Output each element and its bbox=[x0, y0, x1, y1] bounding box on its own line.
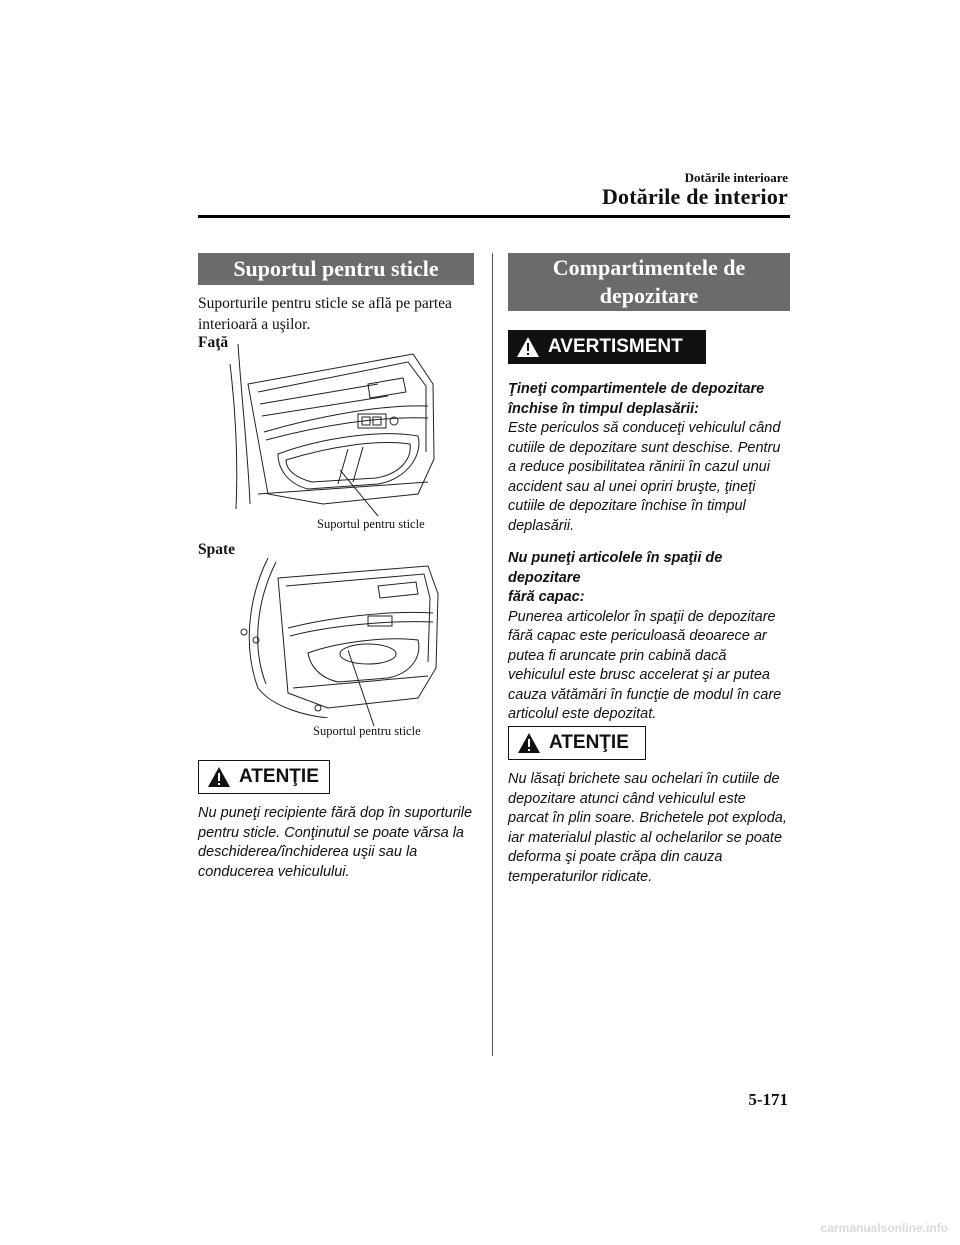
front-caption: Suportul pentru sticle bbox=[317, 517, 425, 531]
warning-triangle-icon bbox=[517, 732, 541, 754]
front-door-illustration bbox=[228, 344, 440, 514]
warning-block-2: Nu puneţi articolele în spaţii de depozitare fără capac: Punerea articolelor în spaţii de depozitare fără capac este periculoasă deoarece ar putea fi aruncate prin cabină dacă vehiculul este brusc accelerat şi ar putea cauza vătămări în funcţie de modul în care articolul este depozitat. bbox=[508, 550, 782, 722]
page-number: 5-171 bbox=[748, 1090, 788, 1109]
caution-badge-left: ATENŢIE bbox=[198, 760, 330, 794]
caution-text-right: Nu lăsaţi brichete sau ochelari în cutiile de depozitare atunci când vehiculul este parcat în plin soare. Brichetele pot exploda, iar materialul plastic al ochelarilor se poate deforma şi poate crăpa din cauza temperaturilor ridicate. bbox=[508, 771, 787, 885]
caution-text-left: Nu puneţi recipiente fără dop în suporturile pentru sticle. Conţinutul se poate vărsa la deschiderea/închiderea uşii sau la conducerea vehiculului. bbox=[198, 805, 473, 880]
front-leader-line bbox=[340, 470, 380, 520]
warning-triangle-icon bbox=[207, 766, 231, 788]
section-title-bottle-holder: Suportul pentru sticle bbox=[198, 253, 474, 285]
intro-paragraph: Suporturile pentru sticle se află pe partea interioară a uşilor. bbox=[198, 295, 452, 333]
warning-triangle-icon bbox=[516, 336, 540, 358]
warning-badge: AVERTISMENT bbox=[508, 330, 706, 364]
rear-caption: Suportul pentru sticle bbox=[313, 724, 421, 738]
running-header-small: Dotările interioare bbox=[684, 170, 788, 185]
footer-watermark: carmanualsonline.info bbox=[820, 1221, 948, 1235]
rear-door-illustration bbox=[228, 558, 440, 718]
front-label: Faţă bbox=[198, 334, 229, 351]
column-divider bbox=[492, 253, 493, 1056]
rear-leader-line bbox=[348, 650, 378, 730]
header-rule bbox=[198, 215, 790, 218]
running-header-title: Dotările de interior bbox=[601, 184, 788, 209]
section-title-storage: Compartimentele de depozitare bbox=[508, 253, 790, 311]
rear-label: Spate bbox=[198, 541, 236, 558]
warning-block-1: Ţineţi compartimentele de depozitare închise în timpul deplasării: Este periculos să conduceţi vehiculul când cutiile de depozitare sunt deschise. Pentru a reduce posibilitatea rănirii în cazul unui accident sau al unei opriri bruşte, ţineţi cutiile de depozitare închise în timpul deplasării. bbox=[508, 381, 781, 534]
caution-badge-right: ATENŢIE bbox=[508, 726, 646, 760]
